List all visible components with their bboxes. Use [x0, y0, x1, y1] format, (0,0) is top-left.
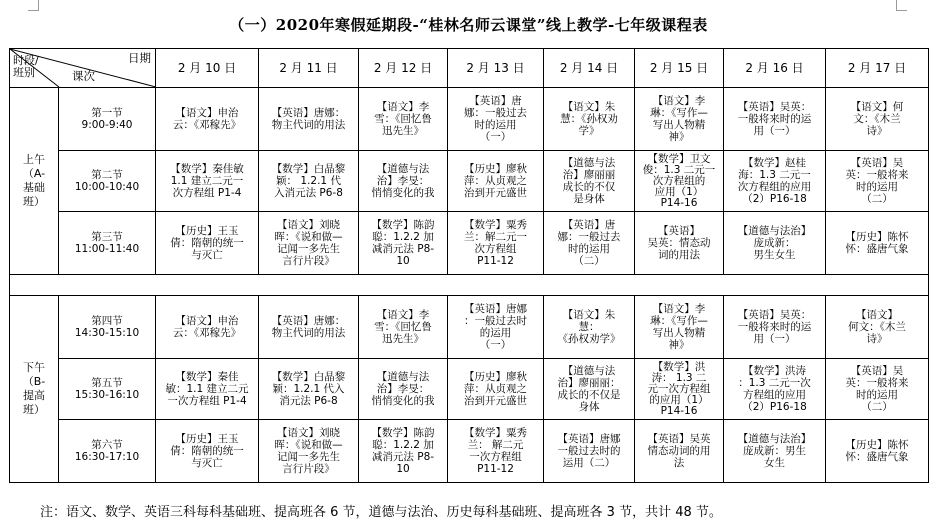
schedule-row [10, 212, 929, 275]
course-cell: 【英语】吴 英：一般将来 时的运用 （二） [826, 359, 929, 420]
course-cell: 【道德与法治】 庞成新：男生 女生 [724, 420, 826, 483]
date-header: 2 月 14 日 [544, 49, 635, 88]
header-lesson-label: 课次 [72, 69, 95, 83]
course-cell: 【英语】唐 娜：一般过去 时的运用 （二） [544, 212, 635, 275]
course-cell: 【语文】李 雪：《回忆鲁 迅先生》 [359, 88, 448, 151]
course-cell: 【数学】粟秀 兰： 解二元 一次方程组 P11-12 [448, 420, 544, 483]
schedule-row [10, 296, 929, 359]
course-cell: 【历史】王玉 倩：隋朝的统一 与灭亡 [156, 212, 259, 275]
schedule-row [10, 151, 929, 212]
date-header: 2 月 11 日 [259, 49, 359, 88]
header-row [10, 49, 929, 88]
lesson-label: 第二节 10:00-10:40 [59, 151, 156, 212]
page-title: （一）2020年寒假延期段-“桂林名师云课堂”线上教学-七年级课程表 [229, 16, 708, 34]
course-cell: 【道德与法治】 庞成新： 男生女生 [724, 212, 826, 275]
period-group-pm: 下午 （B- 提高 班） [10, 296, 59, 483]
lesson-label: 第一节 9:00-9:40 [59, 88, 156, 151]
course-cell: 【语文】刘晓 晖：《说和做— 记闻一多先生 言行片段》 [259, 212, 359, 275]
course-cell: 【历史】陈怀 怀：盛唐气象 [826, 212, 929, 275]
course-cell: 【英语】吴英 情态动词的用 法 [635, 420, 724, 483]
schedule-row [10, 420, 929, 483]
course-cell: 【语文】李 雪：《回忆鲁 迅先生》 [359, 296, 448, 359]
date-header: 2 月 15 日 [635, 49, 724, 88]
course-cell: 【道德与法 治】李旻： 悄悄变化的我 [359, 151, 448, 212]
course-cell: 【历史】王玉 倩：隋朝的统一 与灭亡 [156, 420, 259, 483]
course-cell: 【历史】陈怀 怀：盛唐气象 [826, 420, 929, 483]
date-header: 2 月 17 日 [826, 49, 929, 88]
corner-mark-right [896, 0, 907, 11]
separator-cell [10, 275, 929, 296]
course-cell: 【历史】廖秋 萍：从贞观之 治到开元盛世 [448, 151, 544, 212]
date-header: 2 月 13 日 [448, 49, 544, 88]
course-cell: 【道德与法 治】廖丽丽 成长的不仅 是身体 [544, 151, 635, 212]
separator-row [10, 275, 929, 296]
schedule-row [10, 88, 929, 151]
course-cell: 【语文】何 文：《木兰 诗》 [826, 88, 929, 151]
header-period-label: 时段/ 班别 [13, 54, 39, 79]
course-cell: 【英语】 吴英：情态动 词的用法 [635, 212, 724, 275]
course-cell: 【语文】朱 慧：《孙权劝 学》 [544, 88, 635, 151]
course-cell: 【语文】申治 云：《邓稼先》 [156, 296, 259, 359]
course-cell: 【语文】李 琳：《写作— 写出人物精 神》 [635, 88, 724, 151]
date-header: 2 月 10 日 [156, 49, 259, 88]
footnote: 注：语文、数学、英语三科每科基础班、提高班各 6 节，道德与法治、历史每科基础班、提高班各 3 节，共计 48 节。 [40, 505, 722, 520]
course-cell: 【语文】朱 慧： 《孙权劝学》 [544, 296, 635, 359]
course-cell: 【英语】吴英： 一般将来时的运 用（一） [724, 88, 826, 151]
header-date-label: 日期 [128, 51, 151, 65]
lesson-label: 第四节 14:30-15:10 [59, 296, 156, 359]
course-cell: 【数学】陈韵 聪：1.2.2 加 减消元法 P8- 10 [359, 212, 448, 275]
period-group-am: 上午 （A- 基础 班） [10, 88, 59, 275]
course-cell: 【语文】李 琳：《写作— 写出人物精 神》 [635, 296, 724, 359]
course-cell: 【数学】赵桂 海：1.3 二元一 次方程组的应用 （2）P16-18 [724, 151, 826, 212]
date-header: 2 月 16 日 [724, 49, 826, 88]
course-cell: 【数学】秦佳 敏：1.1 建立二元 一次方程组 P1-4 [156, 359, 259, 420]
course-cell: 【英语】唐娜： 物主代词的用法 [259, 296, 359, 359]
course-cell: 【数学】洪涛 ：1.3 二元一次 方程组的应用 （2）P16-18 [724, 359, 826, 420]
course-cell: 【语文】申治 云：《邓稼先》 [156, 88, 259, 151]
date-header: 2 月 12 日 [359, 49, 448, 88]
course-cell: 【语文】 何文：《木兰 诗》 [826, 296, 929, 359]
course-cell: 【英语】吴 英：一般将来 时的运用 （二） [826, 151, 929, 212]
course-cell: 【数学】粟秀 兰：解二元一 次方程组 P11-12 [448, 212, 544, 275]
course-cell: 【语文】刘晓 晖：《说和做— 记闻一多先生 言行片段》 [259, 420, 359, 483]
course-cell: 【数学】秦佳敏 1.1 建立二元一 次方程组 P1-4 [156, 151, 259, 212]
schedule-row [10, 359, 929, 420]
course-cell: 【英语】唐 娜：一般过去 时的运用 （一） [448, 88, 544, 151]
course-cell: 【英语】唐娜： 物主代词的用法 [259, 88, 359, 151]
diagonal-header-cell [10, 49, 156, 88]
lesson-label: 第五节 15:30-16:10 [59, 359, 156, 420]
course-cell: 【英语】吴英： 一般将来时的运 用（一） [724, 296, 826, 359]
course-cell: 【数学】洪 涛： 1.3 二 元一次方程组 的应用（1） P14-16 [635, 359, 724, 420]
course-cell: 【道德与法 治】廖丽丽： 成长的不仅是 身体 [544, 359, 635, 420]
course-cell: 【道德与法 治】李旻： 悄悄变化的我 [359, 359, 448, 420]
course-cell: 【英语】唐娜 ：一般过去时 的运用 （一） [448, 296, 544, 359]
lesson-label: 第六节 16:30-17:10 [59, 420, 156, 483]
course-cell: 【数学】白晶黎 颖：1.2.1 代入 消元法 P6-8 [259, 359, 359, 420]
schedule-table [9, 48, 929, 483]
course-cell: 【英语】唐娜 一般过去时的 运用（二） [544, 420, 635, 483]
lesson-label: 第三节 11:00-11:40 [59, 212, 156, 275]
course-cell: 【数学】白晶黎 颖： 1.2.1 代 入消元法 P6-8 [259, 151, 359, 212]
course-cell: 【数学】陈韵 聪：1.2.2 加 减消元法 P8- 10 [359, 420, 448, 483]
corner-mark-left [28, 0, 39, 11]
course-cell: 【历史】廖秋 萍：从贞观之 治到开元盛世 [448, 359, 544, 420]
course-cell: 【数学】卫文 俊：1.3 二元一 次方程组的 应用（1） P14-16 [635, 151, 724, 212]
